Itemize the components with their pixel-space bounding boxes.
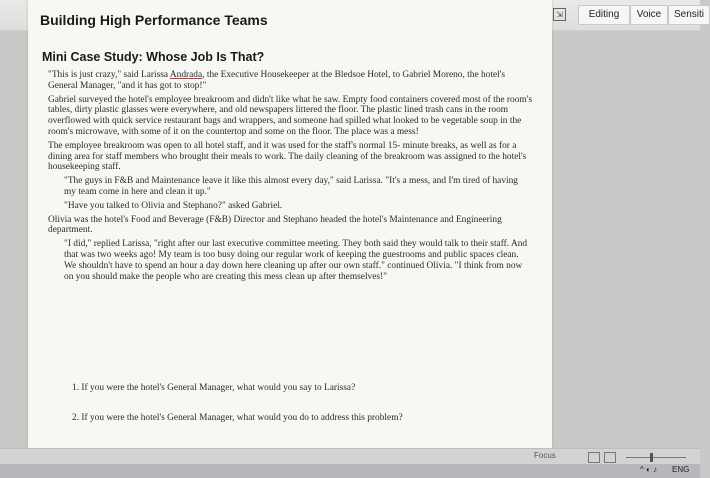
dictate-launcher-icon[interactable]: ⇲ bbox=[553, 8, 566, 21]
case-study-body[interactable] bbox=[48, 70, 532, 285]
zoom-slider[interactable] bbox=[626, 457, 686, 458]
editing-button[interactable]: Editing bbox=[578, 5, 630, 25]
question-2: 2. If you were the hotel's General Manager, what would you do to address this problem? bbox=[72, 413, 403, 423]
focus-button[interactable]: Focus bbox=[534, 451, 556, 460]
taskbar bbox=[0, 464, 700, 478]
zoom-slider-thumb[interactable] bbox=[650, 453, 653, 462]
read-mode-icon[interactable] bbox=[588, 452, 600, 463]
case-study-title: Mini Case Study: Whose Job Is That? bbox=[42, 50, 265, 64]
document-page[interactable] bbox=[28, 0, 552, 448]
paragraph-4: "The guys in F&B and Maintenance leave it like this almost every day," said Larissa. "It's a mess, and I'm tired of having my team come in here and clean it up." bbox=[64, 176, 518, 197]
voice-button[interactable]: Voice bbox=[630, 5, 668, 25]
paragraph-3: The employee breakroom was open to all hotel staff, and it was used for the staff's normal 15- minute breaks, as well as for a dining area for staff members who brought their meals to work. The daily cleaning of the breakroom was assigned to the hotel's housekeeping staff. bbox=[48, 140, 527, 173]
paragraph-5: "Have you talked to Olivia and Stephano?" asked Gabriel. bbox=[64, 200, 283, 211]
status-bar bbox=[0, 448, 700, 465]
print-layout-icon[interactable] bbox=[604, 452, 616, 463]
system-tray-icons[interactable]: ^ ◐ ♪ bbox=[640, 465, 658, 474]
paragraph-2: Gabriel surveyed the hotel's employee breakroom and didn't like what he saw. Empty food containers covered most of the room's tables, dirty plastic glasses were everywhere, and old newspapers littered the floor. The plastic lined trash cans in the room overflowed with quick service restaurant bags and wrappers, and someone had spilled what looked to be vegetable soup in the room's microwave, with some of it on the countertop and some on the floor. The place was a mess! bbox=[48, 94, 533, 137]
language-indicator[interactable]: ENG bbox=[672, 465, 690, 474]
document-header-title: Building High Performance Teams bbox=[40, 12, 268, 28]
paragraph-1: "This is just crazy," said Larissa Andrada, the Executive Housekeeper at the Bledsoe Hotel, to Gabriel Moreno, the hotel's General Manager, "and it has got to stop!" bbox=[48, 70, 506, 91]
paragraph-7: "I did," replied Larissa, "right after our last executive committee meeting. They both said they would talk to their staff. And that was two weeks ago! My team is too busy doing our regular work of keeping the guestrooms and public spaces clean. We shouldn't have to spend an hour a day down here cleaning up after our own staff." continued Olivia. "I think from now on you should make the people who are creating this mess clean up after themselves!" bbox=[64, 239, 528, 282]
misspelled-name[interactable]: Andrada bbox=[169, 70, 203, 80]
sensitivity-button[interactable]: Sensiti bbox=[668, 5, 710, 25]
paragraph-6: Olivia was the hotel's Food and Beverage (F&B) Director and Stephano headed the hotel's Maintenance and Engineering department. bbox=[48, 214, 502, 236]
question-1: 1. If you were the hotel's General Manager, what would you say to Larissa? bbox=[72, 383, 356, 393]
